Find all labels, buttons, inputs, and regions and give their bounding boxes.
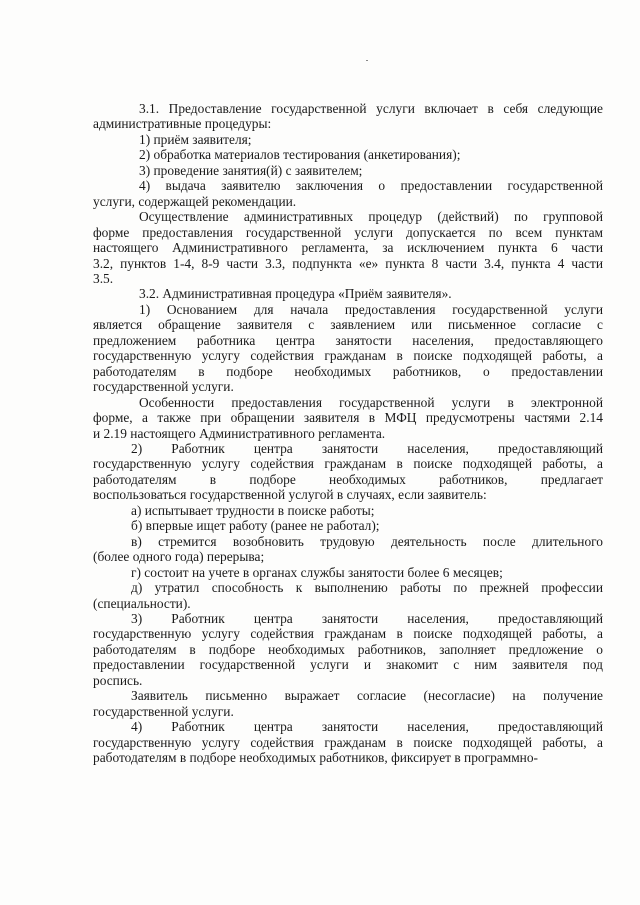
text-line: 3) Работник центра занятости населения, предоставляющий [131, 610, 603, 626]
text-line: 1) Основанием для начала предоставления государственной услуги [139, 301, 603, 317]
text-line: предложением работника центра занятости населения, предоставляющего [93, 332, 603, 348]
text-line: государственной услуги. [93, 379, 234, 395]
text-line: роспись. [93, 672, 143, 688]
text-line: Заявитель письменно выражает согласие (несогласие) на получение [131, 688, 603, 704]
text-line: настоящего Административного регламента, за исключением пункта 6 части [93, 240, 603, 256]
paragraph [93, 518, 603, 533]
text-line: (более одного года) перерыва; [93, 549, 265, 565]
paragraph [93, 580, 603, 611]
text-line: в) стремится возобновить трудовую деятельность после длительного [131, 533, 603, 549]
text-line: работодателям в подборе необходимых работников, заполняет предложение о [93, 641, 603, 657]
text-line: 3) проведение занятия(й) с заявителем; [139, 162, 363, 178]
paragraph [93, 395, 603, 441]
text-line: административные процедуры: [93, 116, 272, 132]
text-line: работодателям в подборе необходимых работников, о предоставлении [93, 363, 603, 379]
paragraph [93, 163, 603, 178]
text-line: Особенности предоставления государственной услуги в электронной [139, 394, 603, 410]
text-line: 3.2, пунктов 1-4, 8-9 части 3.3, подпункта «е» пункта 8 части 3.4, пункта 4 части [93, 255, 603, 271]
paragraph [93, 132, 603, 147]
paragraph [93, 565, 603, 580]
text-line: является обращение заявителя с заявлением или письменное согласие с [93, 317, 603, 333]
text-line: работодателям в подборе необходимых работников, предлагает [93, 471, 603, 487]
paragraph [93, 209, 603, 286]
text-line: Осуществление административных процедур (действий) по групповой [139, 209, 603, 225]
text-line: форме предоставления государственной услуги допускается по всем пунктам [93, 224, 603, 240]
text-line: государственной услуги. [93, 703, 234, 719]
text-line: 3.1. Предоставление государственной услуги включает в себя следующие [139, 101, 603, 116]
text-line: 4) Работник центра занятости населения, предоставляющий [131, 719, 603, 735]
text-line: а) испытывает трудности в поиске работы; [131, 502, 375, 518]
paragraph [93, 178, 603, 209]
paragraph [93, 441, 603, 503]
text-line: г) состоит на учете в органах службы занятости более 6 месяцев; [131, 564, 503, 580]
text-line: предоставлении государственной услуги и знакомит с ним заявителя под [93, 657, 603, 673]
text-line: государственную услугу содействия гражданам в поиске подходящей работы, а [93, 456, 603, 472]
text-line: государственную услугу содействия гражданам в поиске подходящей работы, а [93, 734, 603, 750]
text-line: 3.2. Административная процедура «Приём заявителя». [139, 286, 452, 302]
paragraph [93, 611, 603, 688]
paragraph [93, 719, 603, 765]
paragraph [93, 101, 603, 132]
paragraph [93, 286, 603, 301]
text-line: государственную услугу содействия гражданам в поиске подходящей работы, а [93, 348, 603, 364]
document-body [93, 101, 603, 765]
text-line: д) утратил способность к выполнению работы по прежней профессии [131, 580, 603, 596]
scan-speck [366, 60, 368, 61]
text-line: государственную услугу содействия гражданам в поиске подходящей работы, а [93, 626, 603, 642]
paragraph [93, 503, 603, 518]
paragraph [93, 534, 603, 565]
text-line: (специальности). [93, 595, 191, 611]
paragraph [93, 688, 603, 719]
text-line: 2) обработка материалов тестирования (анкетирования); [139, 147, 461, 163]
text-line: 3.5. [93, 270, 114, 286]
text-line: 1) приём заявителя; [139, 131, 252, 147]
text-line: воспользоваться государственной услугой в случаях, если заявитель: [93, 487, 487, 503]
paragraph [93, 147, 603, 162]
text-line: б) впервые ищет работу (ранее не работал); [131, 518, 380, 534]
text-line: 4) выдача заявителю заключения о предоставлении государственной [139, 178, 603, 194]
text-line: форме, а также при обращении заявителя в МФЦ предусмотрены частями 2.14 [93, 410, 603, 426]
text-line: услуги, содержащей рекомендации. [93, 193, 297, 209]
text-line: и 2.19 настоящего Административного регламента. [93, 425, 386, 441]
text-line: 2) Работник центра занятости населения, предоставляющий [131, 440, 603, 456]
paragraph [93, 302, 603, 395]
text-line: работодателям в подборе необходимых работников, фиксирует в программно- [93, 750, 538, 766]
